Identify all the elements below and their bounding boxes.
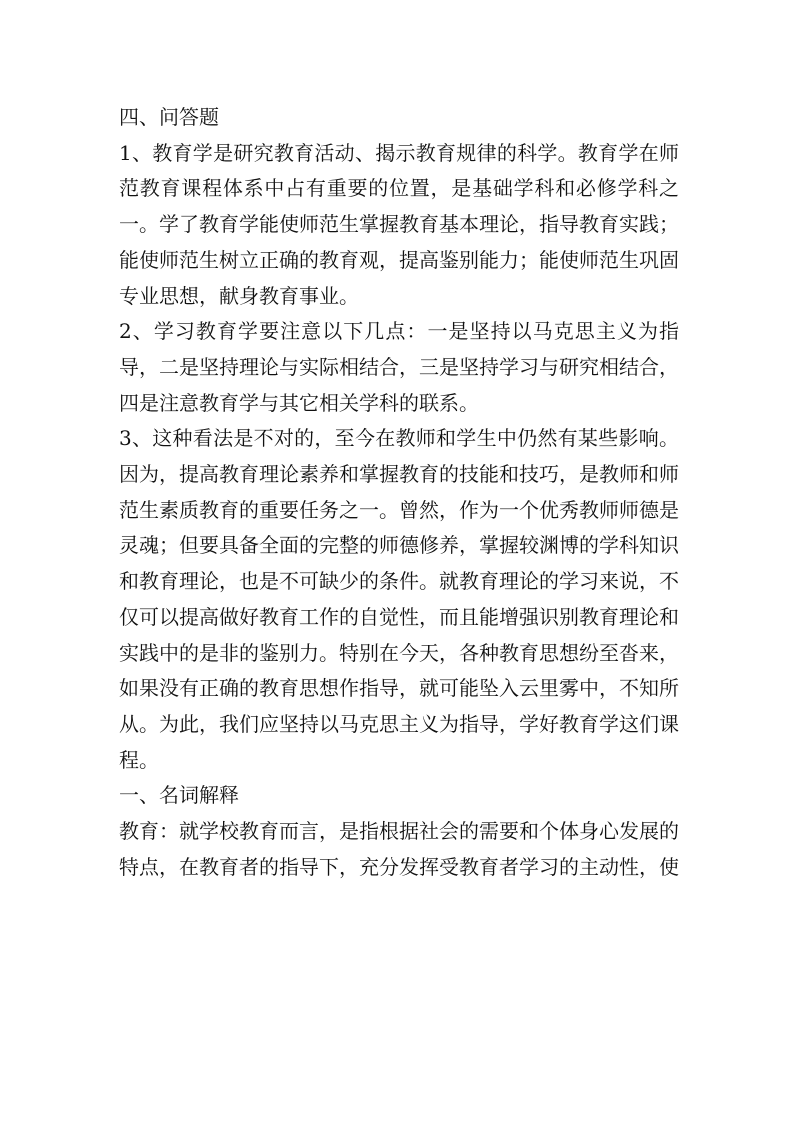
- answer-paragraph-3: 3、这种看法是不对的，至今在教师和学生中仍然有某些影响。因为，提高教育理论素养和掌握教育的技能和技巧，是教师和师范生素质教育的重要任务之一。曾然，作为一个优秀教师师德是灵魂；但要具备全面的完整的师德修养，掌握较渊博的学科知识和教育理论，也是不可缺少的条件。就教育理论的学习来说，不仅可以提高做好教育工作的自觉性，而且能增强识别教育理论和实践中的是非的鉴别力。特别在今天，各种教育思想纷至沓来，如果没有正确的教育思想作指导，就可能坠入云里雾中，不知所从。为此，我们应坚持以马克思主义为指导，学好教育学这们课程。: [119, 426, 679, 772]
- section-heading-terms: 一、名词解释: [119, 783, 239, 808]
- term-definition-education: 教育：就学校教育而言，是指根据社会的需要和个体身心发展的特点，在教育者的指导下，充分发挥受教育者学习的主动性，使: [119, 819, 679, 879]
- section-heading-qa: 四、问答题: [119, 105, 219, 129]
- answer-paragraph-1: 1、教育学是研究教育活动、揭示教育规律的科学。教育学在师范教育课程体系中占有重要的位置，是基础学科和必修学科之一。学了教育学能使师范生掌握教育基本理论，指导教育实践；能使师范生树立正确的教育观，提高鉴别能力；能使师范生巩固专业思想，献身教育事业。: [119, 140, 679, 308]
- document-body: [119, 100, 679, 885]
- answer-paragraph-2: 2、学习教育学要注意以下几点：一是坚持以马克思主义为指导，二是坚持理论与实际相结合，三是坚持学习与研究相结合，四是注意教育学与其它相关学科的联系。: [119, 319, 679, 415]
